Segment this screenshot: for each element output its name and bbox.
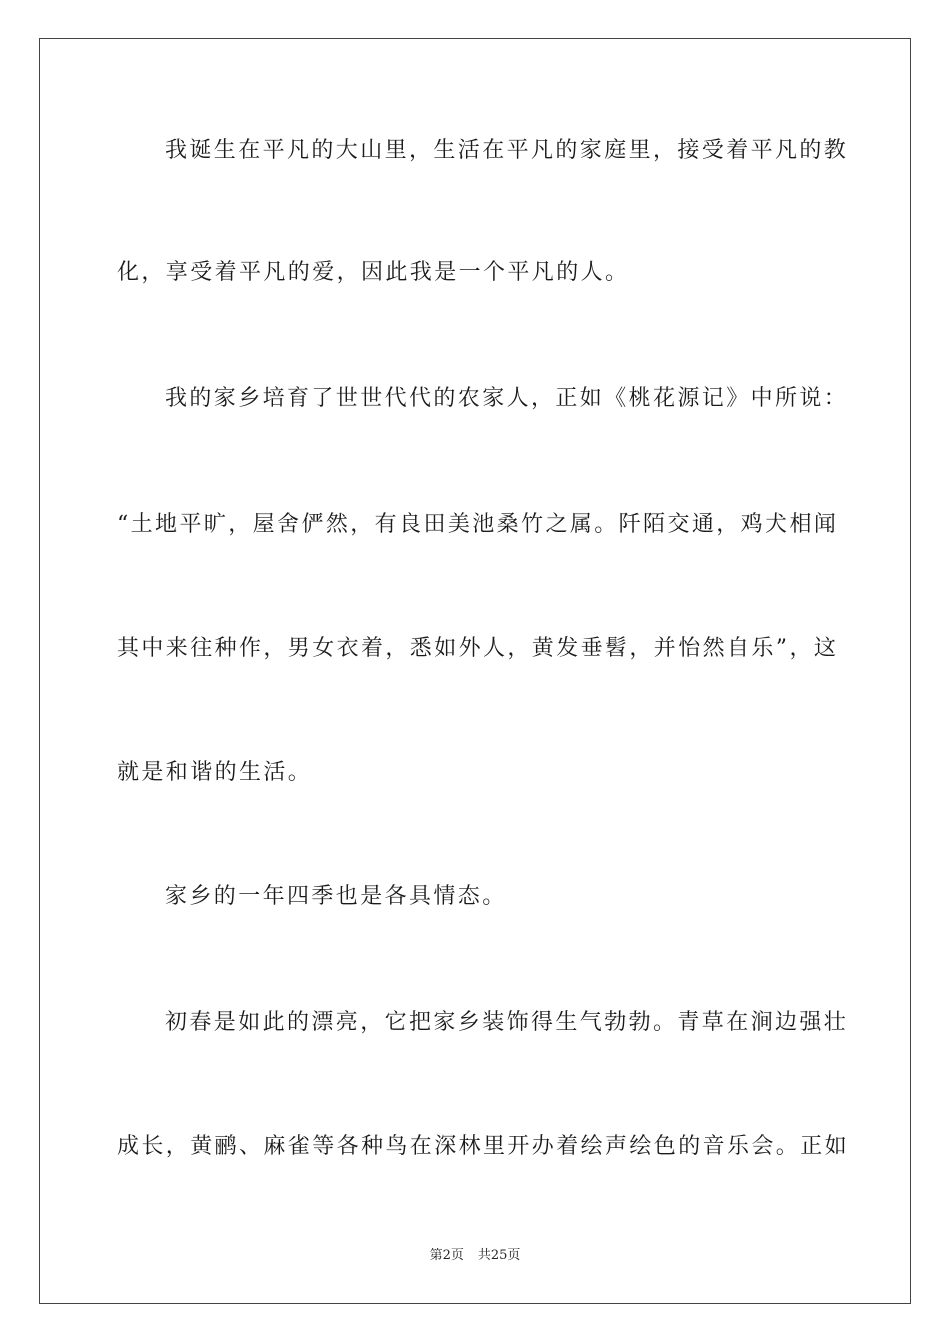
paragraph-2-line-1: 我的家乡培育了世世代代的农家人，正如《桃花源记》中所说： — [165, 386, 849, 411]
paragraph-2-line-2: “土地平旷，屋舍俨然，有良田美池桑竹之属。阡陌交通，鸡犬相闻 — [117, 512, 839, 537]
page-number: 第2页 — [429, 1248, 464, 1263]
page-total: 共25页 — [477, 1248, 521, 1263]
paragraph-4-line-2: 成长，黄鹂、麻雀等各种鸟在深林里开办着绘声绘色的音乐会。正如 — [117, 1134, 850, 1159]
page-border — [39, 38, 911, 1304]
paragraph-1-line-1: 我诞生在平凡的大山里，生活在平凡的家庭里，接受着平凡的教 — [165, 138, 849, 163]
paragraph-2-line-4: 就是和谐的生活。 — [117, 760, 313, 785]
paragraph-3-line-1: 家乡的一年四季也是各具情态。 — [165, 884, 507, 909]
paragraph-2-line-3: 其中来往种作，男女衣着，悉如外人，黄发垂髫，并怡然自乐”，这 — [117, 636, 839, 661]
page-footer — [0, 1247, 950, 1265]
paragraph-1-line-2: 化，享受着平凡的爱，因此我是一个平凡的人。 — [117, 260, 630, 285]
paragraph-4-line-1: 初春是如此的漂亮，它把家乡装饰得生气勃勃。青草在涧边强壮 — [165, 1010, 849, 1035]
